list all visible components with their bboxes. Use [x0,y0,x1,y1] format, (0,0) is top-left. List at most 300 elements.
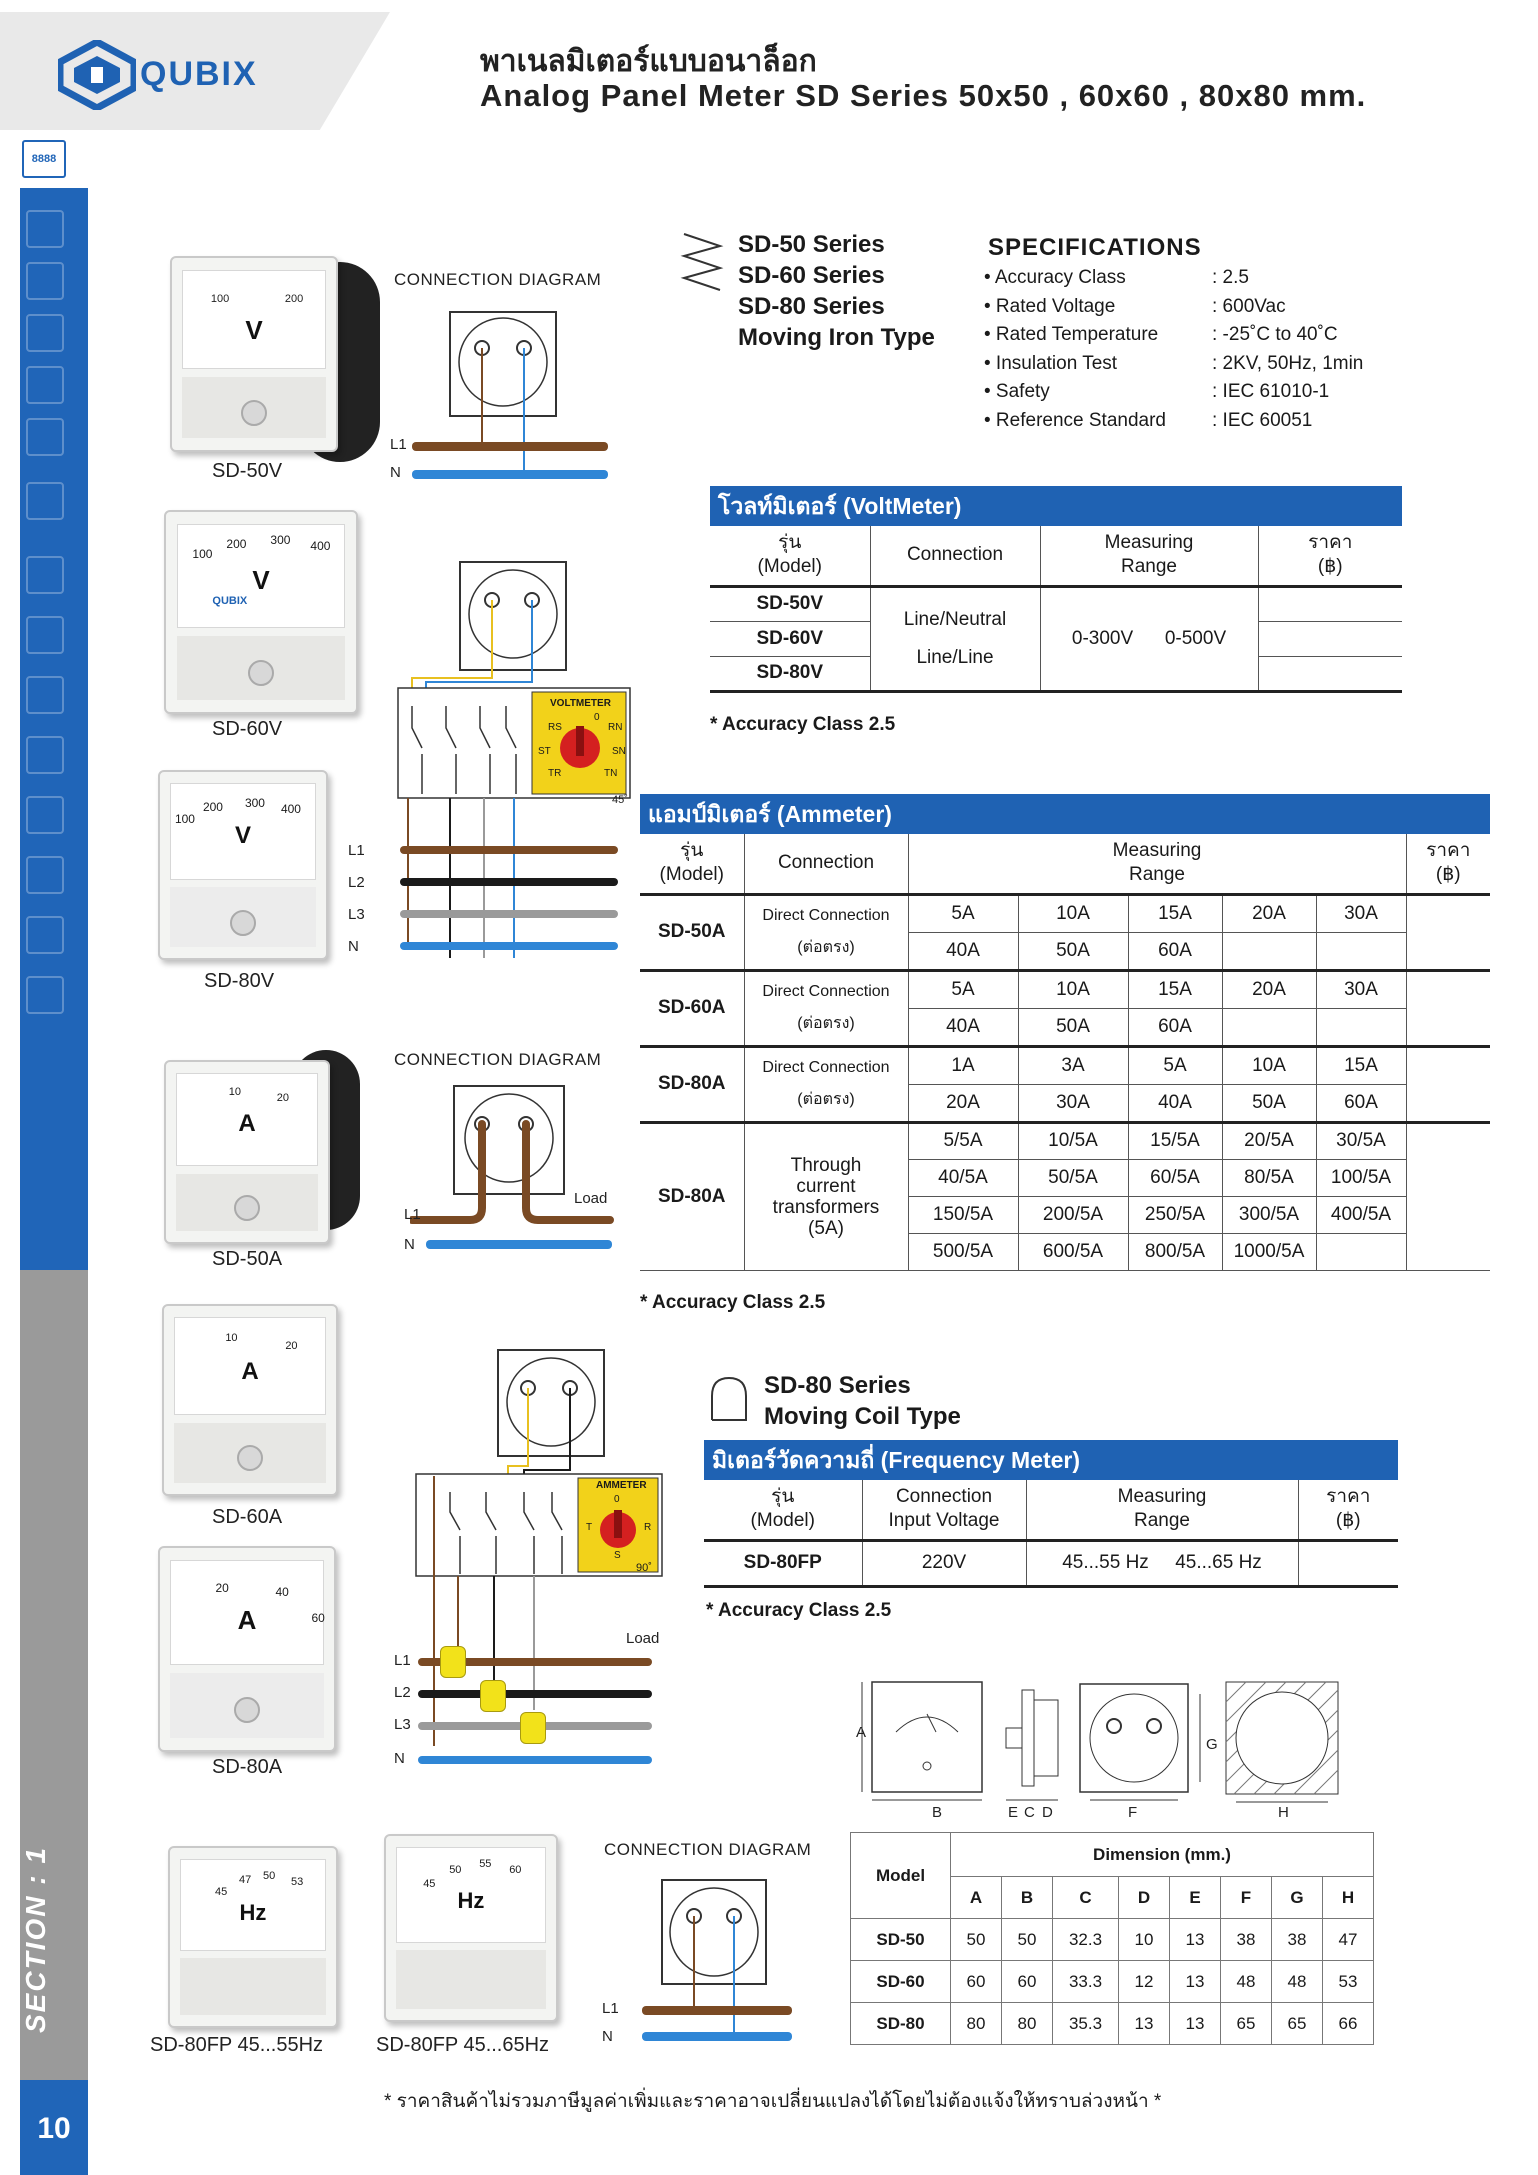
range-cell: 5A [908,970,1018,1008]
wire-label-l3: L3 [348,906,365,923]
price-cell [1258,656,1402,691]
vs-pos-rs: RS [548,722,562,733]
connection-diagram-title: CONNECTION DIAGRAM [394,270,602,289]
spec-row [984,293,1424,322]
range-cell: 15A [1316,1046,1406,1084]
dim-cell: 65 [1221,2003,1272,2045]
table-row [851,2003,1374,2045]
dim-cell: 12 [1119,1961,1170,2003]
scale-label: 47 [238,1873,252,1886]
sidebar-ghost-icon [26,676,64,714]
current-transformer-3 [520,1712,546,1744]
sd-80fp-65-image [384,1834,558,2022]
range-cell: 0-500V [1164,627,1227,649]
page-number: 10 [37,2112,71,2145]
scale-label: 45 [214,1885,228,1898]
table-row [851,1919,1374,1961]
dim-cell: 80 [951,2003,1002,2045]
col-price: (฿) [1335,1510,1361,1532]
range-cell: 10A [1018,894,1128,932]
range-cell: 250/5A [1128,1196,1222,1233]
model-cell: SD-50V [756,593,824,614]
range-cell: 40/5A [908,1159,1018,1196]
price-cell [1406,1046,1490,1122]
wire-l2 [400,878,618,886]
col-dim-e: E [1170,1877,1221,1919]
connection-cell: Direct Connection [762,1059,890,1076]
sidebar-ghost-icon [26,366,64,404]
col-dim-d: D [1119,1877,1170,1919]
dim-label-h: H [1278,1804,1289,1821]
range-cell: 40A [908,1008,1018,1046]
scale-label: 60 [509,1864,522,1877]
moving-iron-symbol-icon [680,232,724,294]
dim-label-c: C [1024,1804,1035,1821]
load-label: Load [574,1190,608,1207]
logo-text: QUBIX [140,55,258,93]
model-cell: SD-60V [756,627,824,649]
sd-60v-caption: SD-60V [212,718,283,740]
unit-symbol: V [245,314,263,345]
sd-50a-caption: SD-50A [212,1248,283,1270]
wire-label-l1: L1 [390,436,407,453]
price-cell [1258,621,1402,656]
scale-label: 20 [276,1091,289,1104]
range-cell: 40A [1128,1084,1222,1122]
range-cell: 60A [1128,932,1222,970]
connection-diagram-title: CONNECTION DIAGRAM [604,1840,812,1859]
wire-label-l3: L3 [394,1716,411,1733]
vs-angle: 45˚ [612,794,628,806]
dim-cell: 53 [1323,1961,1374,2003]
voltmeter-switch-label: VOLTMETER [550,698,611,709]
range-cell: 10A [1018,970,1128,1008]
dim-cell: 60 [1002,1961,1053,2003]
col-range-2: Range [1134,1510,1190,1532]
wire-label-l2: L2 [348,874,365,891]
wire-l3 [400,910,618,918]
scale-label: 100 [192,547,213,561]
spec-row [984,350,1424,379]
sd-50v-image [170,256,338,452]
wire-label-l1: L1 [394,1652,411,1669]
range-cell: 50A [1222,1084,1316,1122]
range-cell: 60A [1316,1084,1406,1122]
col-model: (Model) [757,556,822,578]
dimension-table [850,1832,1374,2045]
model-cell: SD-60 [851,1961,951,2003]
as-angle: 90˚ [636,1562,652,1574]
connection-cell: Line/Line [916,646,994,668]
sd-60v-image [164,510,358,714]
range-cell: 45...55 Hz [1062,1552,1149,1573]
dim-cell: 38 [1221,1919,1272,1961]
wire-label-n: N [390,464,401,481]
sidebar-ghost-icon [26,556,64,594]
range-cell: 1000/5A [1222,1233,1316,1270]
range-cell: 1A [908,1046,1018,1084]
range-cell: 100/5A [1316,1159,1406,1196]
range-cell: 30A [1316,894,1406,932]
sd-60a-caption: SD-60A [212,1506,283,1528]
scale-label: 50 [449,1864,462,1877]
scale-label: 45 [423,1878,436,1891]
ammeter-wiring-diagram [410,1080,620,1260]
display-meter-icon: 8888 [22,140,66,178]
dim-cell: 13 [1170,1961,1221,2003]
col-model: Model [851,1833,951,1919]
col-connection: Connection [744,834,908,894]
spec-row [984,378,1424,407]
connection-cell: (ต่อตรง) [797,1015,855,1032]
range-cell: 800/5A [1128,1233,1222,1270]
range-cell: 30A [1316,970,1406,1008]
range-cell: 5A [1128,1046,1222,1084]
vs-pos-sn: SN [612,746,626,757]
series-line: SD-80 Series [738,293,885,320]
series-block [738,229,935,353]
wire-label-n: N [394,1750,405,1767]
connection-cell: (5A) [808,1217,844,1239]
ammeter-table [640,794,1490,1271]
range-cell: 50A [1018,932,1128,970]
sd-80fp-55-image [168,1846,338,2028]
col-model-th: รุ่น [778,532,802,554]
scale-label: 400 [310,539,331,553]
unit-symbol: A [237,1605,257,1636]
range-cell: 80/5A [1222,1159,1316,1196]
wire-l2 [418,1690,652,1698]
dim-cell: 32.3 [1053,1919,1119,1961]
frequency-note: * Accuracy Class 2.5 [706,1600,892,1621]
spec-value: : IEC 61010-1 [1212,381,1330,402]
current-transformer-1 [440,1646,466,1678]
scale-label: 200 [284,292,304,305]
vs-pos-tn: TN [604,768,618,779]
section-label: SECTION : 1 [20,1846,51,2034]
range-cell: 60A [1128,1008,1222,1046]
range-cell: 20A [1222,894,1316,932]
range-cell [1316,1233,1406,1270]
spec-label: • Safety [984,381,1050,402]
series-line: SD-60 Series [738,262,885,289]
model-cell: SD-50A [640,894,744,970]
voltmeter-switch-wiring-diagram [388,558,644,958]
sidebar-ghost-icon [26,736,64,774]
col-model-th: รุ่น [680,840,704,862]
col-connection-1: Connection [895,1486,993,1508]
range-cell: 45...65 Hz [1175,1552,1262,1573]
ammeter-note: * Accuracy Class 2.5 [640,1292,826,1313]
sidebar-ghost-icon [26,916,64,954]
sidebar-ghost-icon [26,210,64,248]
page-title-english: Analog Panel Meter SD Series 50x50 , 60x60 , 80x80 mm. [480,78,1367,113]
dimension-drawing [856,1672,1406,1822]
range-cell: 30/5A [1316,1122,1406,1159]
model-cell: SD-50 [851,1919,951,1961]
range-cell: 150/5A [908,1196,1018,1233]
spec-label: • Rated Voltage [984,295,1116,317]
sd-60a-image [162,1304,338,1496]
sd-80v-image [158,770,328,960]
spec-row [984,264,1424,293]
connection-cell: Direct Connection [762,907,890,924]
sd-80fp-55-caption: SD-80FP 45...55Hz [150,2034,324,2056]
wire-label-l1: L1 [404,1206,421,1223]
price-cell [1258,586,1402,621]
scale-label: 300 [244,796,265,811]
moving-coil-symbol-icon [708,1376,750,1422]
current-transformer-2 [480,1680,506,1712]
col-dim-a: A [951,1877,1002,1919]
range-cell: 15A [1128,970,1222,1008]
range-cell: 20/5A [1222,1122,1316,1159]
voltage-cell: 220V [862,1540,1026,1586]
range-cell: 10A [1222,1046,1316,1084]
scale-label: 40 [275,1585,289,1600]
spec-value: : IEC 60051 [1212,409,1313,431]
col-price-th: ราคา [1426,840,1471,862]
meter-brand: QUBIX [212,595,248,607]
model-cell: SD-60A [640,970,744,1046]
range-cell: 50A [1018,1008,1128,1046]
sidebar-ghost-icon [26,418,64,456]
col-range-1: Measuring [1117,1486,1207,1508]
as-pos-t: T [586,1522,593,1533]
dim-cell: 50 [1002,1919,1053,1961]
dim-label-e: E [1008,1804,1019,1821]
sd-80a-caption: SD-80A [212,1756,283,1778]
dim-cell: 47 [1323,1919,1374,1961]
range-cell: 15/5A [1128,1122,1222,1159]
col-model-th: รุ่น [771,1486,795,1508]
col-price: (฿) [1435,864,1461,886]
sidebar-ghost-icon [26,482,64,520]
wire-label-n: N [404,1236,415,1253]
range-cell: 5/5A [908,1122,1018,1159]
sidebar-ghost-icon [26,976,64,1014]
scale-label: 200 [202,800,223,815]
range-cell: 30A [1018,1084,1128,1122]
col-range-1: Measuring [1112,840,1202,862]
wire-label-n: N [348,938,359,955]
scale-label: 400 [280,802,301,817]
range-cell: 40A [908,932,1018,970]
sidebar-ghost-icon [26,314,64,352]
dim-cell: 48 [1221,1961,1272,2003]
unit-symbol: V [234,822,251,850]
range-cell: 0-300V [1071,627,1134,649]
sd-80a-image [158,1546,336,1752]
scale-label: 53 [290,1875,304,1888]
dim-cell: 38 [1272,1919,1323,1961]
connection-cell: Line/Neutral [903,608,1007,630]
range-cell: 600/5A [1018,1233,1128,1270]
scale-label: 20 [285,1340,298,1353]
dim-cell: 35.3 [1053,2003,1119,2045]
wire-label-l1: L1 [602,2000,619,2017]
voltmeter-table [710,486,1402,693]
coil-series-block [764,1370,961,1432]
col-price: (฿) [1317,556,1343,578]
scale-label: 10 [228,1085,241,1098]
series-line: SD-80 Series [764,1372,911,1399]
col-dimension: Dimension (mm.) [951,1833,1374,1877]
dim-label-f: F [1128,1804,1138,1821]
spec-row [984,321,1424,350]
vs-pos-rn: RN [608,722,623,733]
wire-label-l1: L1 [348,842,365,859]
voltmeter-wiring-diagram [390,300,620,500]
unit-symbol: A [238,1109,256,1137]
range-cell [1316,932,1406,970]
col-dim-g: G [1272,1877,1323,1919]
range-cell [1222,1008,1316,1046]
dim-cell: 10 [1119,1919,1170,1961]
range-cell: 20A [908,1084,1018,1122]
col-range-1: Measuring [1104,532,1194,554]
page-title-thai: พาเนลมิเตอร์แบบอนาล็อก [480,45,817,78]
price-cell [1298,1540,1398,1586]
range-cell: 15A [1128,894,1222,932]
sidebar-ghost-icon [26,262,64,300]
sidebar-ghost-icon [26,796,64,834]
scale-label: 60 [311,1611,325,1626]
connection-diagram-title: CONNECTION DIAGRAM [394,1050,602,1069]
col-model: (Model) [659,864,724,886]
sidebar-ghost-icon [26,616,64,654]
specifications-list [984,264,1424,435]
sd-50a-image [164,1060,330,1244]
dim-cell: 13 [1170,1919,1221,1961]
model-cell: SD-80V [756,662,824,683]
dim-label-a: A [856,1724,867,1741]
dim-label-g: G [1206,1736,1218,1753]
unit-symbol: Hz [239,1899,267,1925]
table-row [851,1961,1374,2003]
load-label: Load [626,1630,660,1647]
spec-value: : -25˚C to 40˚C [1212,324,1338,345]
range-cell [1222,932,1316,970]
dim-cell: 33.3 [1053,1961,1119,2003]
dim-cell: 50 [951,1919,1002,1961]
sd-80fp-65-caption: SD-80FP 45...65Hz [376,2034,550,2056]
price-cell [1406,1122,1490,1270]
spec-label: • Insulation Test [984,352,1118,374]
col-price-th: ราคา [1308,532,1353,554]
col-dim-c: C [1053,1877,1119,1919]
connection-cell: transformers [772,1196,880,1218]
dim-cell: 80 [1002,2003,1053,2045]
frequency-table [704,1440,1398,1588]
connection-cell: current [796,1175,856,1197]
voltmeter-table-title: โวลท์มิเตอร์ (VoltMeter) [710,486,1402,526]
sd-50v-caption: SD-50V [212,460,283,482]
sd-80v-caption: SD-80V [204,970,275,992]
ammeter-table-title: แอมป์มิเตอร์ (Ammeter) [640,794,1490,834]
dim-cell: 60 [951,1961,1002,2003]
scale-label: 10 [225,1332,238,1345]
model-cell: SD-80 [851,2003,951,2045]
wire-l1 [400,846,618,854]
col-model: (Model) [750,1510,815,1532]
series-type: Moving Coil Type [764,1403,961,1430]
scale-label: 300 [270,533,291,547]
col-connection: Connection [870,526,1040,586]
col-dim-f: F [1221,1877,1272,1919]
series-line: SD-50 Series [738,231,885,258]
sidebar-ghost-icon [26,856,64,894]
wire-n [418,1756,652,1764]
dim-cell: 13 [1119,2003,1170,2045]
as-pos-s: S [614,1550,621,1561]
frequency-table-title: มิเตอร์วัดความถี่ (Frequency Meter) [704,1440,1398,1480]
qubix-logo-icon [58,40,136,110]
scale-label: 50 [262,1869,276,1882]
vs-pos-tr: TR [548,768,562,779]
col-range-2: Range [1121,556,1177,578]
price-cell [1406,970,1490,1046]
range-cell: 10/5A [1018,1122,1128,1159]
model-cell: SD-80FP [743,1552,822,1573]
connection-cell: (ต่อตรง) [797,1091,855,1108]
vs-pos-0: 0 [594,712,600,723]
unit-symbol: A [241,1358,259,1386]
as-pos-r: R [644,1522,652,1533]
unit-symbol: V [252,565,270,595]
range-cell: 60/5A [1128,1159,1222,1196]
frequency-wiring-diagram [620,1870,800,2042]
specifications-title: SPECIFICATIONS [988,234,1202,261]
spec-label: • Rated Temperature [984,324,1159,345]
dim-label-b: B [932,1804,943,1821]
scale-label: 200 [226,537,247,551]
range-cell: 200/5A [1018,1196,1128,1233]
ammeter-switch-label: AMMETER [596,1480,647,1491]
range-cell: 300/5A [1222,1196,1316,1233]
spec-value: : 2.5 [1212,267,1249,288]
wire-n [400,942,618,950]
scale-label: 20 [215,1581,229,1596]
model-cell: SD-80A [640,1046,744,1122]
dim-label-d: D [1042,1804,1053,1821]
series-type: Moving Iron Type [738,324,935,351]
price-footnote: * ราคาสินค้าไม่รวมภาษีมูลค่าเพิ่มและราคาอาจเปลี่ยนแปลงได้โดยไม่ต้องแจ้งให้ทราบล่วงหน้า * [384,2091,1162,2112]
model-cell: SD-80A [640,1122,744,1270]
scale-label: 55 [479,1858,492,1871]
connection-cell: Direct Connection [762,983,890,1000]
dim-cell: 48 [1272,1961,1323,2003]
spec-value: : 600Vac [1212,295,1286,317]
wire-label-l2: L2 [394,1684,411,1701]
range-cell: 3A [1018,1046,1128,1084]
range-cell: 20A [1222,970,1316,1008]
col-price-th: ราคา [1326,1486,1371,1508]
col-range-2: Range [1129,864,1185,886]
spec-label: • Reference Standard [984,409,1166,431]
price-cell [1406,894,1490,970]
spec-value: : 2KV, 50Hz, 1min [1212,352,1364,374]
col-dim-h: H [1323,1877,1374,1919]
ammeter-switch-wiring-diagram [398,1346,668,1766]
spec-label: • Accuracy Class [984,267,1126,288]
connection-cell: Through [790,1154,862,1176]
wire-label-n: N [602,2028,613,2045]
range-cell [1316,1008,1406,1046]
range-cell: 400/5A [1316,1196,1406,1233]
scale-label: 100 [210,292,230,305]
dim-cell: 13 [1170,2003,1221,2045]
